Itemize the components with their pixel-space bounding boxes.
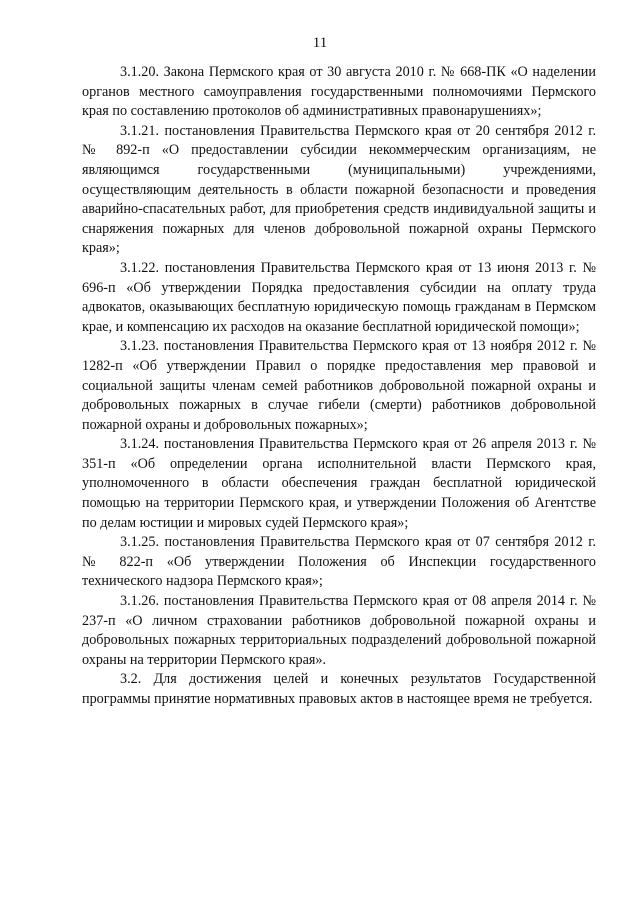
paragraph-3-1-26: 3.1.26. постановления Правительства Пермского края от 08 апреля 2014 г. № 237-п «О личном страховании работников добровольной пожарной охраны и добровольных пожарных территориальных подразделений добровольной пожарной охраны на территории Пермского края». bbox=[82, 593, 596, 668]
page-number: 11 bbox=[312, 35, 328, 51]
paragraph-3-1-20: 3.1.20. Закона Пермского края от 30 августа 2010 г. № 668-ПК «О наделении органов местного самоуправления государственными полномочиями Пермского края по составлению протоколов об административных правонарушениях»; bbox=[82, 64, 596, 120]
paragraph-3-1-23: 3.1.23. постановления Правительства Пермского края от 13 ноября 2012 г. № 1282-п «Об утверждении Правил о порядке предоставления мер правовой и социальной защиты членам семей работников добровольной пожарной охраны и добровольных пожарных в случае гибели (смерти) работников добровольной пожарной охраны и добровольных пожарных»; bbox=[82, 338, 596, 433]
paragraph-3-1-22: 3.1.22. постановления Правительства Пермского края от 13 июня 2013 г. № 696-п «Об утверждении Порядка предоставления субсидии на оплату труда адвокатов, оказывающих бесплатную юридическую помощь гражданам в Пермском крае, и компенсацию их расходов на оказание бесплатной юридической помощи»; bbox=[82, 259, 596, 335]
document-body bbox=[82, 63, 596, 710]
paragraph-3-1-25: 3.1.25. постановления Правительства Пермского края от 07 сентября 2012 г. № 822-п «Об утверждении Положения об Инспекции государственного технического надзора Пермского края»; bbox=[82, 534, 596, 590]
paragraph-3-2: 3.2. Для достижения целей и конечных результатов Государственной программы принятие нормативных правовых актов в настоящее время не требуется. bbox=[82, 671, 596, 707]
paragraph-3-1-24: 3.1.24. постановления Правительства Пермского края от 26 апреля 2013 г. № 351-п «Об определении органа исполнительной власти Пермского края, уполномоченного в области обеспечения граждан бесплатной юридической помощью на территории Пермского края, и утверждении Положения об Агентстве по делам юстиции и мировых судей Пермского края»; bbox=[82, 436, 596, 531]
paragraph-3-1-21: 3.1.21. постановления Правительства Пермского края от 20 сентября 2012 г. № 892-п «О предоставлении субсидии некоммерческим организациям, не являющимся государственными (муниципальными) учреждениями, осуществляющим деятельность в области пожарной безопасности и проведения аварийно-спасательных работ, для приобретения средств индивидуальной защиты и снаряжения пожарных для членов добровольной пожарной охраны Пермского края»; bbox=[82, 122, 596, 257]
